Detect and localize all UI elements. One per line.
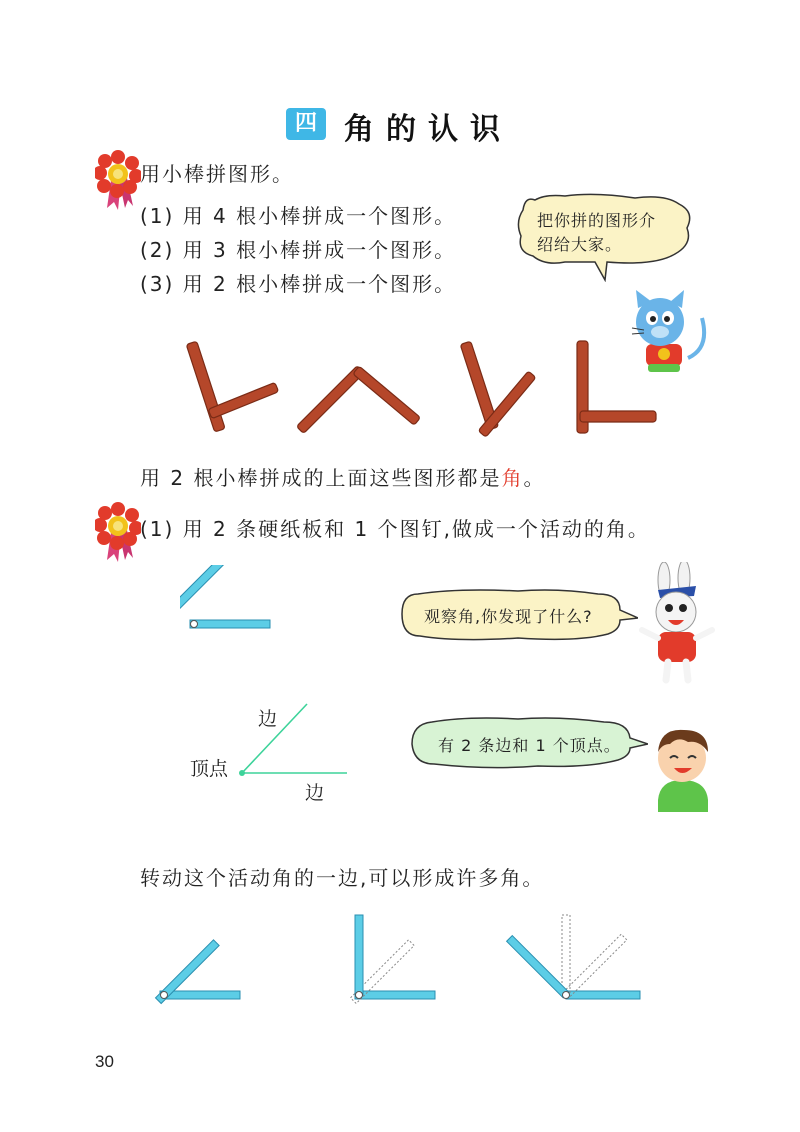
rabbit-mascot-icon [638, 562, 718, 692]
summary-suffix: 。 [523, 466, 546, 490]
instruction-2: (1) 用 2 条硬纸板和 1 个图钉,做成一个活动的角。 [140, 517, 650, 541]
rabbit-speech-bubble [398, 588, 638, 642]
item-2: (2) 用 3 根小棒拼成一个图形。 [140, 238, 457, 262]
rotate-instruction: 转动这个活动角的一边,可以形成许多角。 [140, 866, 545, 890]
label-side-top: 边 [258, 708, 278, 730]
cat-bubble-line-2: 绍给大家。 [537, 235, 623, 254]
stick-angle-2 [296, 366, 420, 434]
rabbit-bubble-text: 观察角,你发现了什么? [424, 607, 593, 626]
label-vertex: 顶点 [190, 758, 229, 780]
angle-diagram [235, 700, 355, 780]
label-side-bottom: 边 [305, 782, 325, 804]
chapter-title: 角的认识 [344, 112, 512, 147]
rotating-angle-2 [345, 905, 445, 1005]
angle-vertex-point [239, 770, 245, 776]
stick-angles-figure [160, 335, 680, 445]
flower-badge-icon [95, 502, 141, 562]
stick-angle-1 [186, 341, 278, 432]
boy-bubble-text: 有 2 条边和 1 个顶点。 [438, 736, 621, 755]
item-1: (1) 用 4 根小棒拼成一个图形。 [140, 204, 457, 228]
page-number: 30 [95, 1052, 114, 1071]
angle-highlight: 角 [501, 466, 524, 490]
stick-angle-4 [577, 341, 656, 433]
rotating-angle-3 [500, 905, 650, 1005]
cardboard-angle-figure [180, 565, 280, 635]
boy-mascot-icon [648, 722, 718, 812]
instruction-1: 用小棒拼图形。 [140, 162, 294, 186]
summary-sentence [140, 462, 545, 491]
chapter-number-badge: 四 [286, 108, 326, 140]
stick-angle-3 [460, 341, 536, 437]
flower-badge-icon [95, 150, 141, 210]
item-3: (3) 用 2 根小棒拼成一个图形。 [140, 272, 457, 296]
summary-prefix: 用 2 根小棒拼成的上面这些图形都是 [140, 466, 502, 490]
cat-bubble-line-1: 把你拼的图形介 [537, 211, 657, 230]
rotating-angle-1 [150, 905, 250, 1005]
cat-speech-bubble [515, 192, 695, 282]
boy-speech-bubble [408, 716, 648, 770]
